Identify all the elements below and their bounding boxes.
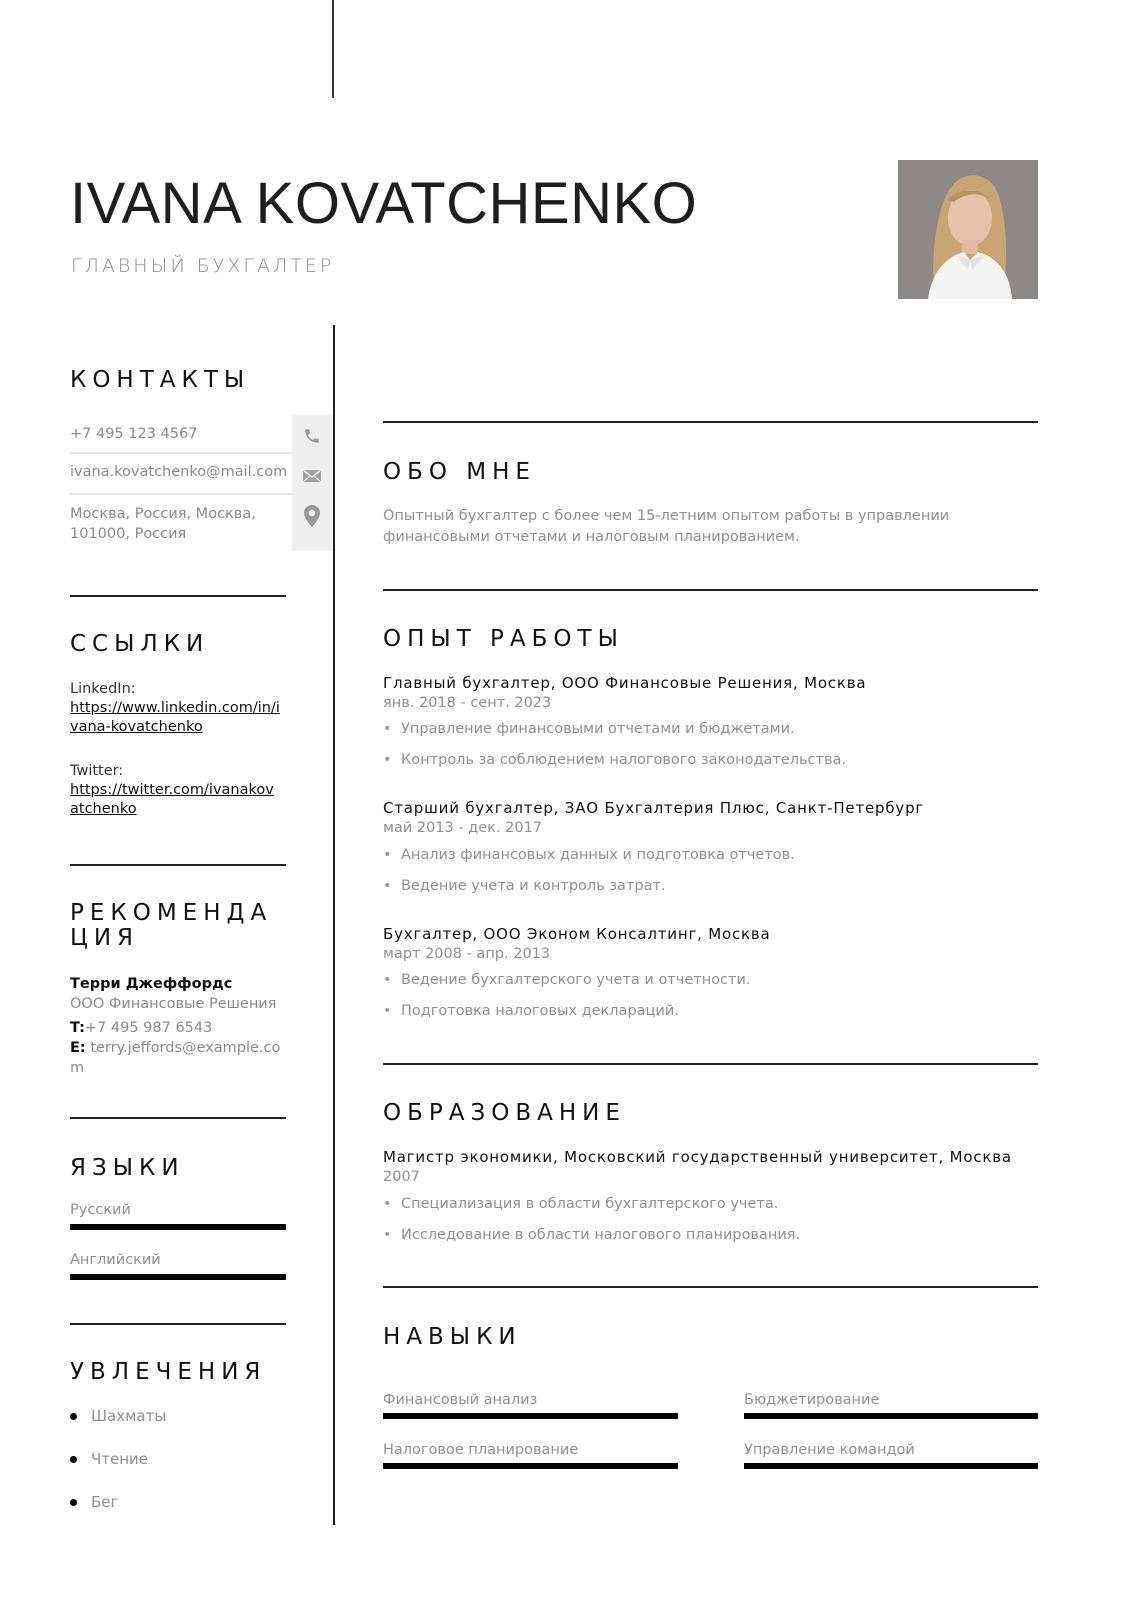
candidate-title: ГЛАВНЫЙ БУХГАЛТЕР xyxy=(71,255,335,277)
education-bullet: • Исследование в области налогового планирования. xyxy=(383,1227,801,1243)
reference-email-line xyxy=(70,1038,290,1078)
contact-separator xyxy=(70,493,292,495)
language-level-bar xyxy=(70,1274,286,1280)
skill-level-bar xyxy=(744,1463,1038,1469)
reference-phone-line xyxy=(70,1018,290,1038)
map-pin-icon xyxy=(292,496,332,536)
skill-name: Финансовый анализ xyxy=(383,1392,538,1408)
contacts-heading: КОНТАКТЫ xyxy=(70,367,251,393)
skill-name: Управление командой xyxy=(744,1442,915,1458)
reference-heading xyxy=(70,901,272,951)
job-dates: март 2008 - апр. 2013 xyxy=(383,946,551,962)
hobby-item xyxy=(70,1450,148,1468)
hobby-label: Бег xyxy=(91,1493,119,1511)
reference-company: ООО Финансовые Решения xyxy=(70,996,277,1012)
reference-heading-line2: ЦИЯ xyxy=(70,925,140,951)
envelope-icon xyxy=(292,456,332,496)
bullet-icon xyxy=(70,1413,77,1420)
profile-photo xyxy=(898,160,1038,299)
skill-name: Налоговое планирование xyxy=(383,1442,579,1458)
twitter-link-block xyxy=(70,762,280,819)
reference-block xyxy=(70,974,290,1078)
reference-heading-line1: РЕКОМЕНДА xyxy=(70,900,273,926)
skill-name: Бюджетирование xyxy=(744,1392,880,1408)
bullet-icon: • xyxy=(383,878,392,894)
job-heading: Главный бухгалтер, ООО Финансовые Решения, Москва xyxy=(383,674,867,692)
education-heading: ОБРАЗОВАНИЕ xyxy=(383,1100,626,1126)
job-dates: май 2013 - дек. 2017 xyxy=(383,820,543,836)
education-heading-line: Магистр экономики, Московский государственный университет, Москва xyxy=(383,1148,1012,1166)
skills-heading: НАВЫКИ xyxy=(383,1324,522,1350)
education-year: 2007 xyxy=(383,1169,420,1185)
bullet-icon: • xyxy=(383,1227,392,1243)
bullet-icon xyxy=(70,1456,77,1463)
job-bullet: • Контроль за соблюдением налогового законодательства. xyxy=(383,752,847,768)
phone-label: T: xyxy=(70,1020,85,1036)
bullet-icon xyxy=(70,1499,77,1506)
bullet-icon: • xyxy=(383,752,392,768)
language-level-bar xyxy=(70,1224,286,1230)
contact-address: Москва, Россия, Москва, 101000, Россия xyxy=(70,506,256,542)
job-bullet: • Управление финансовыми отчетами и бюджетами. xyxy=(383,721,795,737)
education-bullet: • Специализация в области бухгалтерского учета. xyxy=(383,1196,779,1212)
links-heading: ССЫЛКИ xyxy=(70,631,210,657)
skill-level-bar xyxy=(383,1413,678,1419)
experience-heading: ОПЫТ РАБОТЫ xyxy=(383,626,624,652)
job-bullet: • Ведение учета и контроль затрат. xyxy=(383,878,666,894)
hobby-label: Шахматы xyxy=(91,1407,167,1425)
languages-heading: ЯЗЫКИ xyxy=(70,1155,185,1181)
bullet-icon: • xyxy=(383,1003,392,1019)
reference-name: Терри Джеффордс xyxy=(70,976,233,992)
main-divider xyxy=(383,1063,1038,1065)
linkedin-link-block xyxy=(70,680,280,737)
linkedin-url[interactable]: https://www.linkedin.com/in/ivana-kovatchenko xyxy=(70,700,280,735)
sidebar-divider xyxy=(70,1323,286,1325)
sidebar-divider xyxy=(70,1117,286,1119)
job-bullet: • Анализ финансовых данных и подготовка отчетов. xyxy=(383,847,795,863)
bullet-icon: • xyxy=(383,721,392,737)
main-divider xyxy=(383,421,1038,423)
main-divider xyxy=(383,589,1038,591)
linkedin-label: LinkedIn: xyxy=(70,681,136,697)
language-name: Английский xyxy=(70,1252,161,1268)
email-label: E: xyxy=(70,1040,86,1056)
hobby-label: Чтение xyxy=(91,1450,149,1468)
main-divider xyxy=(383,1286,1038,1288)
candidate-name: IVANA KOVATCHENKO xyxy=(70,171,698,236)
bullet-icon: • xyxy=(383,1196,392,1212)
bullet-icon: • xyxy=(383,847,392,863)
column-divider xyxy=(333,325,335,1525)
job-bullet: • Подготовка налоговых деклараций. xyxy=(383,1003,679,1019)
about-text: Опытный бухгалтер с более чем 15-летним опытом работы в управлении финансовыми отчетами и налоговым планированием. xyxy=(383,508,950,545)
bullet-icon: • xyxy=(383,972,392,988)
hobby-item xyxy=(70,1407,166,1425)
job-heading: Бухгалтер, ООО Эконом Консалтинг, Москва xyxy=(383,925,771,943)
reference-phone[interactable]: +7 495 987 6543 xyxy=(84,1020,213,1036)
skill-level-bar xyxy=(744,1413,1038,1419)
job-dates: янв. 2018 - сент. 2023 xyxy=(383,695,552,711)
hobby-item xyxy=(70,1493,118,1511)
language-name: Русский xyxy=(70,1202,131,1218)
skill-level-bar xyxy=(383,1463,678,1469)
job-bullet: • Ведение бухгалтерского учета и отчетности. xyxy=(383,972,751,988)
about-heading: ОБО МНЕ xyxy=(383,459,536,485)
phone-icon xyxy=(292,416,332,456)
twitter-url[interactable]: https://twitter.com/ivanakovatchenko xyxy=(70,782,274,817)
hobbies-heading: УВЛЕЧЕНИЯ xyxy=(70,1359,267,1385)
contact-separator xyxy=(70,452,292,454)
sidebar-divider xyxy=(70,864,286,866)
job-heading: Старший бухгалтер, ЗАО Бухгалтерия Плюс, Санкт-Петербург xyxy=(383,799,925,817)
reference-email[interactable]: terry.jeffords@example.com xyxy=(70,1040,281,1076)
sidebar-divider xyxy=(70,595,286,597)
contact-email[interactable]: ivana.kovatchenko@mail.com xyxy=(70,464,288,480)
top-decorative-line xyxy=(332,0,334,98)
contact-phone[interactable]: +7 495 123 4567 xyxy=(70,426,198,442)
portrait-image-icon xyxy=(898,160,1038,299)
twitter-label: Twitter: xyxy=(70,763,124,779)
